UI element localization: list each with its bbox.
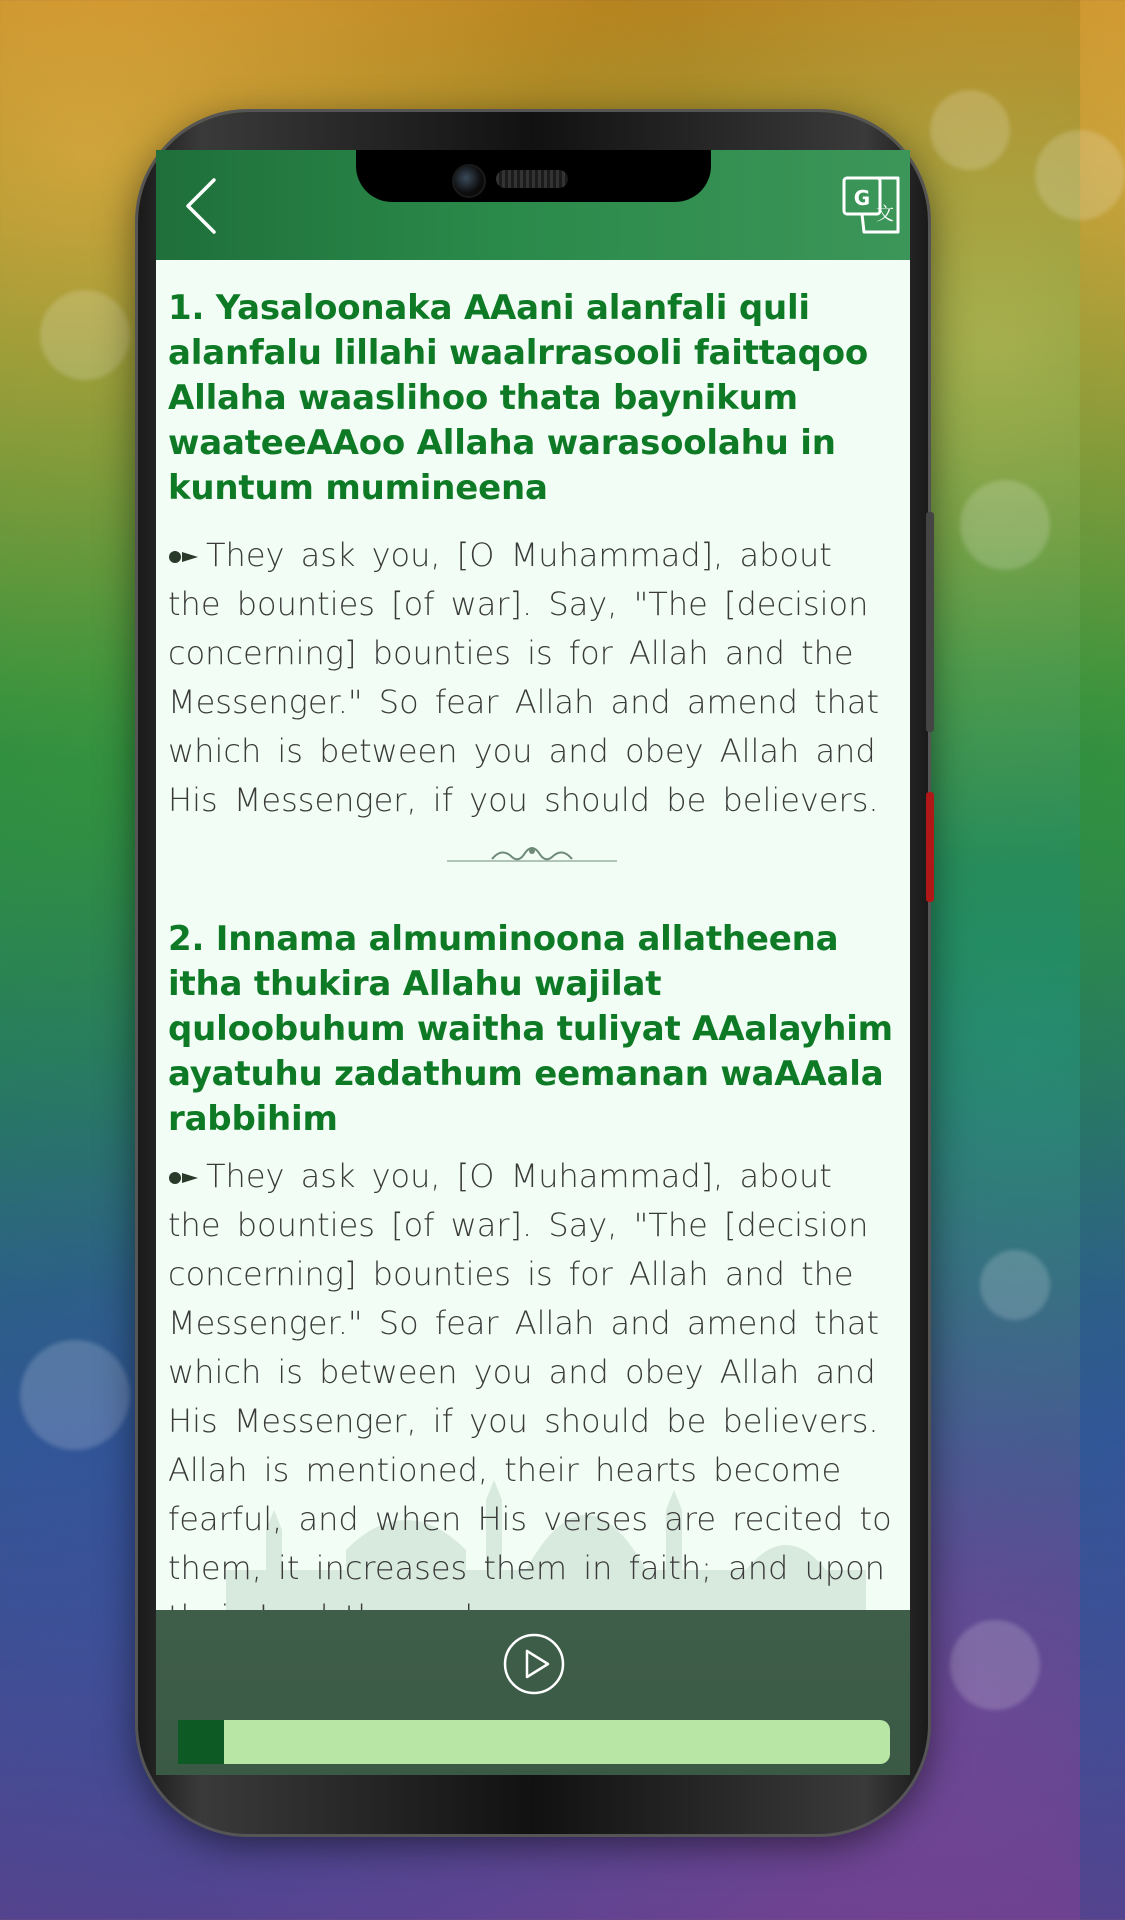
translate-button[interactable] <box>842 176 900 234</box>
bokeh-light <box>980 1250 1050 1320</box>
bokeh-light <box>40 290 130 380</box>
bokeh-light <box>950 1620 1040 1710</box>
audio-progress-bar[interactable] <box>178 1720 890 1764</box>
phone-frame <box>138 112 928 1834</box>
bokeh-light <box>1035 130 1125 220</box>
bokeh-light <box>20 1340 130 1450</box>
google-translate-icon <box>842 176 900 234</box>
back-button[interactable] <box>174 176 234 236</box>
verse-list[interactable] <box>156 260 910 1610</box>
verse-title: 2. Innama almuminoona allatheena itha thukira Allahu wajilat quloobuhum waitha tuliyat AAalayhim ayatuhu zadathum eemanan waAAala rabbihim <box>168 919 893 1139</box>
app-screen <box>156 150 910 1775</box>
svg-text:文: 文 <box>876 204 894 225</box>
chevron-left-icon <box>174 176 234 236</box>
phone-side-button <box>926 512 934 732</box>
audio-progress-fill <box>178 1720 224 1764</box>
verse-translation-text: They ask you, [O Muhammad], about the bounties [of war]. Say, "The [decision concerning] bounties is for Allah and the Messenger." So fear Allah and amend that which is between you and obey Allah and His Messenger, if you should be believers. Allah is mentioned, their hearts become fearful, and when His verses are recited to them, it increases them in faith; and upon <box>168 1157 892 1587</box>
bokeh-light <box>930 90 1010 170</box>
verse-item <box>156 260 910 873</box>
verse-title: 1. Yasaloonaka AAani alanfali quli alanfalu lillahi waalrrasooli faittaqoo Allaha waaslihoo thata baynikum waateeAAoo Allaha warasoolahu in kuntum mumineena <box>168 288 869 508</box>
bokeh-light <box>960 480 1050 570</box>
verse-item <box>156 873 910 1694</box>
play-icon <box>503 1633 565 1695</box>
arrow-bullet-icon <box>168 1167 202 1189</box>
verse-translation <box>168 1152 896 1642</box>
app-header <box>156 150 910 260</box>
phone-side-button <box>926 792 934 902</box>
svg-text:G: G <box>853 186 871 210</box>
verse-translation <box>168 531 896 825</box>
audio-player <box>156 1610 910 1775</box>
arrow-bullet-icon <box>168 546 202 568</box>
verse-translation-text: They ask you, [O Muhammad], about the bounties [of war]. Say, "The [decision concerning] bounties is for Allah and the Messenger." So fear Allah and amend that which is between you and obey Allah and His Messenger, if you should be believers. <box>168 536 880 819</box>
front-camera <box>452 164 486 198</box>
earpiece-speaker <box>496 170 568 188</box>
ornament-divider <box>447 839 617 873</box>
play-button[interactable] <box>503 1633 565 1695</box>
